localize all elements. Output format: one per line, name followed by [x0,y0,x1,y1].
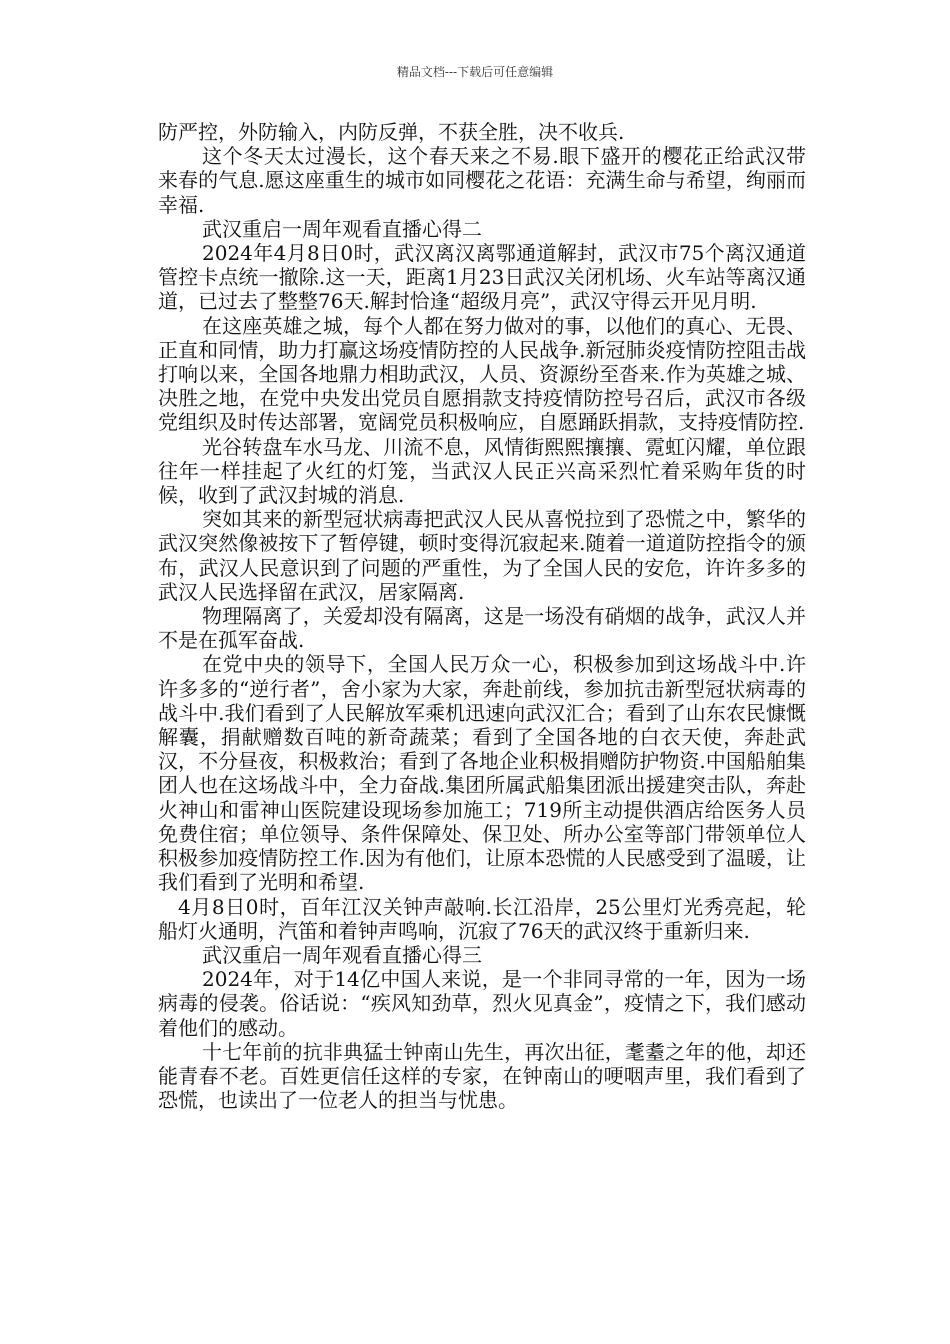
section-heading: 武汉重启一周年观看直播心得二 [202,216,482,241]
paragraph: 2024年4月8日0时，武汉离汉离鄂通道解封，武汉市75个离汉通道管控卡点统一撤除.这一天，距离1月23日武汉关闭机场、火车站等离汉通道，已过去了整整76天.解封恰逢“超级月亮”，武汉守得云开见月明. [158,241,806,314]
paragraph: 在党中央的领导下，全国人民万众一心，积极参加到这场战斗中.许许多多的“逆行者”，舍小家为大家，奔赴前线，参加抗击新型冠状病毒的战斗中.我们看到了人民解放军乘机迅速向武汉汇合；看到了山东农民慷慨解囊，捐献赠数百吨的新奇蔬菜；看到了全国各地的白衣天使，奔赴武汉，不分昼夜，积极救治；看到了各地企业积极捐赠防护物资.中国船舶集团人也在这场战斗中，全力奋战.集团所属武船集团派出援建突击队，奔赴火神山和雷神山医院建设现场参加施工；719所主动提供酒店给医务人员免费住宿；单位领导、条件保障处、保卫处、所办公室等部门带领单位人积极参加疫情防控工作.因为有他们，让原本恐慌的人民感受到了温暖，让我们看到了光明和希望. [158,652,806,895]
paragraph: 物理隔离了，关爱却没有隔离，这是一场没有硝烟的战争，武汉人并不是在孤军奋战. [158,604,806,653]
section-heading: 武汉重启一周年观看直播心得三 [202,942,482,967]
paragraph: 突如其来的新型冠状病毒把武汉人民从喜悦拉到了恐慌之中，繁华的武汉突然像被按下了暂停键，顿时变得沉寂起来.随着一道道防控指令的颁布，武汉人民意识到了问题的严重性，为了全国人民的安危，许许多多的武汉人民选择留在武汉，居家隔离. [158,507,806,604]
paragraph: 4月8日0时，百年江汉关钟声敲响.长江沿岸，25公里灯光秀亮起，轮船灯火通明，汽笛和着钟声鸣响，沉寂了76天的武汉终于重新归来. [158,894,806,943]
paragraph: 在这座英雄之城，每个人都在努力做对的事，以他们的真心、无畏、正直和同情，助力打赢这场疫情防控的人民战争.新冠肺炎疫情防控阻击战打响以来，全国各地鼎力相助武汉，人员、资源纷至沓来.作为英雄之城、决胜之地，在党中央发出党员自愿捐款支持疫情防控号召后，武汉市各级党组织及时传达部署，宽阔党员积极响应，自愿踊跃捐款，支持疫情防控. [158,313,806,435]
paragraph: 防严控，外防输入，内防反弹，不获全胜，决不收兵. [158,120,625,144]
paragraph: 这个冬天太过漫长，这个春天来之不易.眼下盛开的樱花正给武汉带来春的气息.愿这座重生的城市如同樱花之花语：充满生命与希望，绚丽而幸福. [158,144,806,217]
paragraph: 十七年前的抗非典猛士钟南山先生，再次出征，耄耋之年的他，却还能青春不老。百姓更信任这样的专家，在钟南山的哽咽声里，我们看到了恐慌，也读出了一位老人的担当与忧患。 [158,1039,806,1113]
paragraph: 光谷转盘车水马龙、川流不息，风情街熙熙攘攘、霓虹闪耀，单位跟往年一样挂起了火红的灯笼，当武汉人民正兴高采烈忙着采购年货的时候，收到了武汉封城的消息. [158,434,806,508]
document-body [158,120,806,1112]
paragraph: 2024年，对于14亿中国人来说，是一个非同寻常的一年，因为一场病毒的侵袭。俗话说：“疾风知劲草，烈火见真金”，疫情之下，我们感动着他们的感动。 [158,967,806,1040]
page-header: 精品文档---下载后可任意编辑 [396,65,554,79]
